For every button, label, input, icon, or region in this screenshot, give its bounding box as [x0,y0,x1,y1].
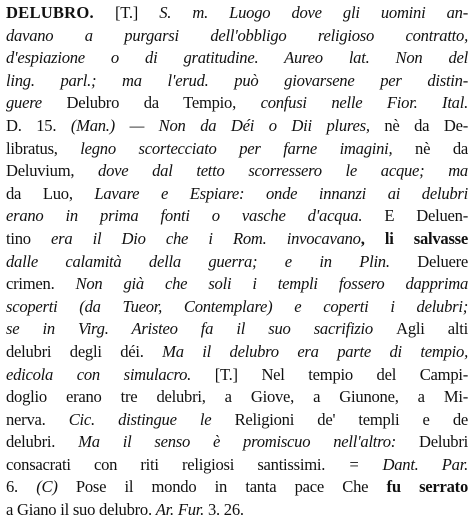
entry-text-segment: dalle calamità della guerra; e in Plin. [6,251,418,271]
entry-text-segment: a Giano il suo delubro. [6,500,156,520]
entry-text-segment: doglio erano tre delubri, a Giove, a Giunone, a Mi- [6,387,468,407]
entry-line [6,205,468,228]
entry-line [6,251,468,274]
entry-text-segment: tino [6,228,52,248]
entry-text-segment: Deluere [417,251,468,271]
entry-text-segment: crimen. [6,274,76,294]
entry-text-segment: = Dant. Par. [348,454,468,474]
entry-text-segment: delubri degli déi. [6,341,163,361]
entry-line [6,115,468,138]
entry-text-segment: davano a purgarsi dell'obbligo religioso contratto, [6,25,468,45]
entry-line [6,160,468,183]
entry-line [6,138,468,161]
entry-text-segment: confusi nelle Fior. Ital. [260,93,468,113]
entry-text-segment: 6. [6,477,37,497]
entry-line [6,296,468,319]
entry-text-segment: erano in prima fonti o vasche d'acqua. [6,206,385,226]
entry-text-segment: 3. 26. [207,500,244,520]
entry-text-segment: , li salvasse [360,228,468,248]
entry-line [6,228,468,251]
entry-line [6,47,468,70]
entry-line [6,273,468,296]
entry-text-segment: d'espiazione o di gratitudine. Aureo lat. Non del [6,48,468,68]
entry-text-segment: Agli alti [396,319,468,339]
entry-text-segment: ling. parl.; ma l'erud. può giovarsene per distin- [6,70,468,90]
entry-line [6,183,468,206]
entry-text-segment: guere [6,93,67,113]
entry-text-segment: Ma il delubro era parte di tempio, [162,341,468,361]
entry-text-segment: scoperti (da Tueor, Contemplare) e coperti i delubri; [6,296,468,316]
entry-text-segment: (Man.) — Non da Déi o Dii plures, [70,115,385,135]
entry-line [6,409,468,432]
entry-line [6,318,468,341]
entry-text-segment: D. 15. [6,115,71,135]
entry-line [6,476,468,499]
entry-text-segment: E Deluen- [384,206,468,226]
entry-text-segment: Lavare e Espiare: onde innanzi ai delubri [94,183,468,203]
entry-text-segment: S. m. Luogo dove gli uomini an- [159,3,468,22]
entry-text-segment: da Luo, [6,183,95,203]
entry-text-segment: nerva. [6,409,69,429]
entry-text-segment: fu serrato [386,477,468,497]
entry-line [6,25,468,48]
entry-text-segment: Delubri [419,432,468,452]
headword: DELUBRO. [6,3,94,22]
entry-text-segment: legno scortecciato per farne imagini, [80,138,416,158]
entry-text-segment: Non già che soli i templi fossero dapprima [75,274,468,294]
entry-text-segment: (C) [36,477,76,497]
entry-text-segment: Deluvium, [6,161,99,181]
entry-text-segment: se in Virg. Aristeo fa il suo sacrifizio [6,319,397,339]
entry-text-segment: libratus, [6,138,81,158]
entry-line [6,70,468,93]
entry-text-segment: nè da De- [384,115,468,135]
entry-text-segment: [T.] [114,3,160,22]
entry-text-segment: [T.] Nel tempio del Campi- [214,364,468,384]
entry-text-segment: edicola con simulacro. [6,364,215,384]
entry-text-segment: Ar. Fur. [155,500,208,520]
entry-line [6,431,468,454]
entry-text-segment: delubri. [6,432,79,452]
entry-text-segment: era il Dio che i Rom. invocavano [51,228,361,248]
entry-text-segment: Pose il mondo in tanta pace Che [75,477,387,497]
entry-line [6,499,468,522]
entry-text-segment: nè da [415,138,468,158]
entry-text-segment: Delubro da Tempio, [66,93,261,113]
entry-line [6,454,468,477]
entry-line [6,2,468,25]
entry-text-segment: Ma il senso è promiscuo nell'altro: [78,432,420,452]
entry-line [6,386,468,409]
entry-line [6,341,468,364]
entry-line [6,92,468,115]
dictionary-entry [6,2,468,522]
entry-text-segment: dove dal tetto scorressero le acque; ma [98,161,468,181]
entry-text-segment: Cic. distingue le [68,409,235,429]
entry-line [6,364,468,387]
entry-text-segment: consacrati con riti religiosi santissimi. [6,454,349,474]
entry-text-segment: Religioni de' templi e de [234,409,468,429]
